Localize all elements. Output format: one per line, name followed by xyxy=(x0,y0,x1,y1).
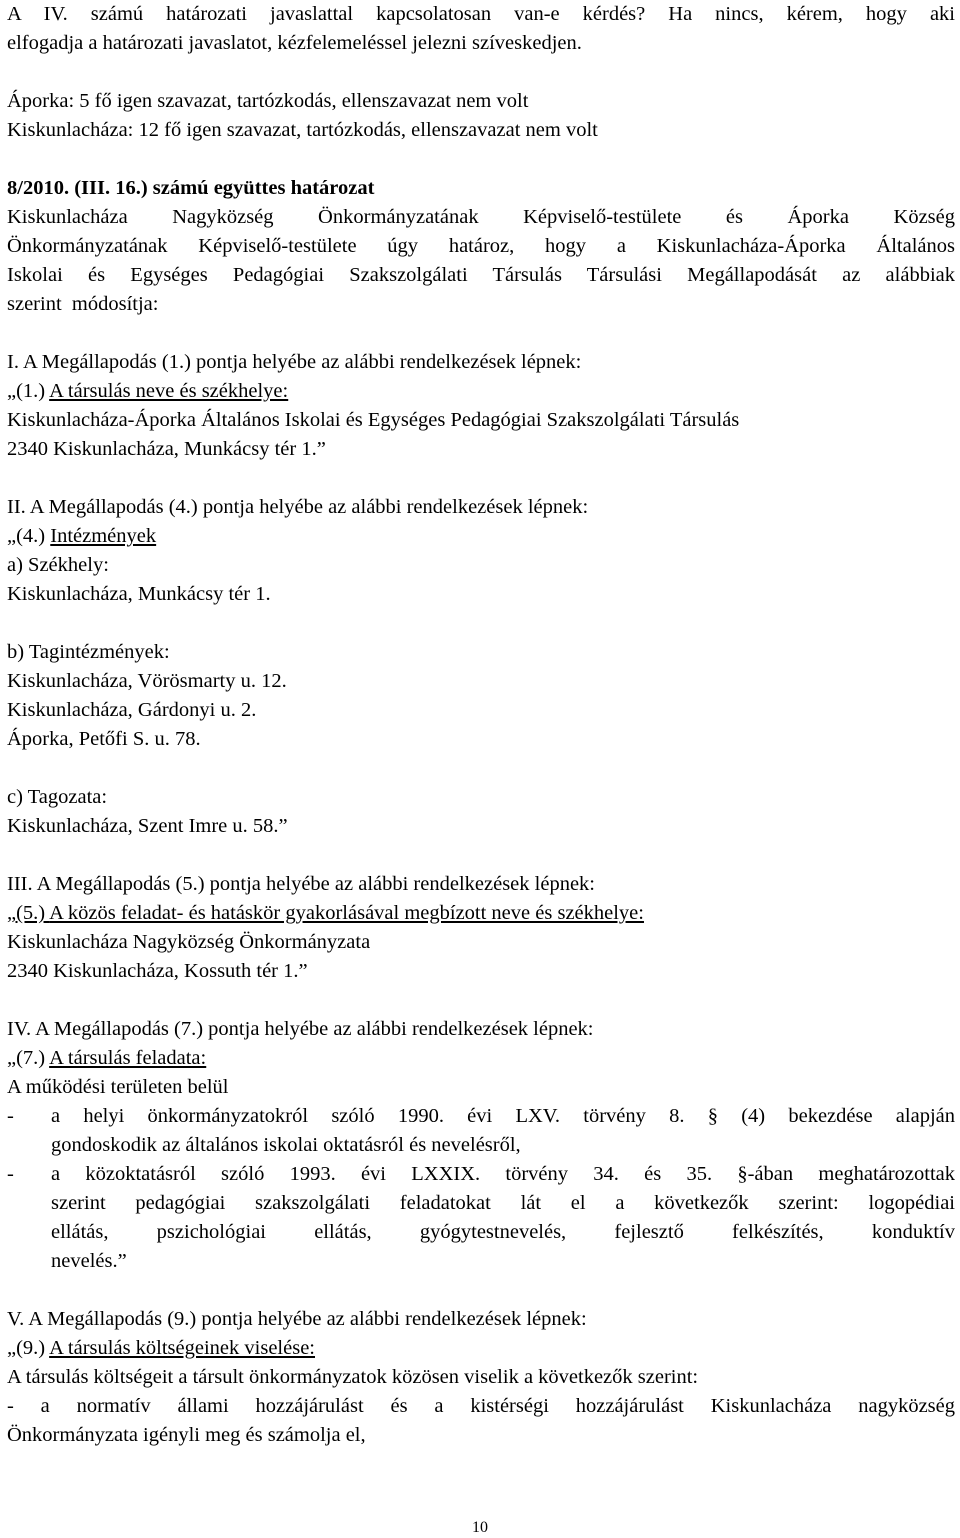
section5-intro: A társulás költségeit a társult önkormányzatok közösen viselik a következők szerint: xyxy=(7,1366,699,1388)
section5-heading: V. A Megállapodás (9.) pontja helyébe az alábbi rendelkezések lépnek: xyxy=(7,1308,587,1330)
resolution-title: 8/2010. (III. 16.) számú együttes határozat xyxy=(7,177,375,199)
section2-heading: II. A Megállapodás (4.) pontja helyébe az alábbi rendelkezések lépnek: xyxy=(7,496,589,518)
section5-quote-title: A társulás költségeinek viselése: xyxy=(49,1337,315,1359)
section4-list-item xyxy=(7,1160,955,1276)
resolution-body-line-4: szerint módosítja: xyxy=(7,293,159,315)
list-item-line: gondoskodik az általános iskolai oktatásról és nevelésről, xyxy=(51,1134,521,1156)
section3-quote-title: A közös feladat- és hatáskör gyakorlásával megbízott neve és székhelye: xyxy=(49,902,644,924)
list-item-line: a közoktatásról szóló 1993. évi LXXIX. törvény 34. és 35. §-ában meghatározottak xyxy=(51,1163,955,1185)
section2-b-item: Kiskunlacháza, Gárdonyi u. 2. xyxy=(7,699,257,721)
section1-address: 2340 Kiskunlacháza, Munkácsy tér 1.” xyxy=(7,438,326,460)
section4-intro: A működési területen belül xyxy=(7,1076,229,1098)
intro-line-1: A IV. számú határozati javaslattal kapcsolatosan van-e kérdés? Ha nincs, kérem, hogy aki xyxy=(7,3,955,25)
resolution-body-line-2: Önkormányzatának Képviselő-testülete úgy határoz, hogy a Kiskunlacháza-Áporka Általános xyxy=(7,235,955,257)
section3-address: 2340 Kiskunlacháza, Kossuth tér 1.” xyxy=(7,960,308,982)
section4-quote-title: A társulás feladata: xyxy=(49,1047,207,1069)
section2-quote xyxy=(7,522,955,551)
section2-a-value: Kiskunlacháza, Munkácsy tér 1. xyxy=(7,583,271,605)
section2-b-label: b) Tagintézmények: xyxy=(7,641,170,663)
section2-b-item: Áporka, Petőfi S. u. 78. xyxy=(7,728,201,750)
resolution-body-line-3: Iskolai és Egységes Pedagógiai Szakszolgálati Társulás Társulási Megállapodását az alábbiak xyxy=(7,264,955,286)
section3-quote-prefix: „(5.) xyxy=(7,902,50,924)
list-item-line: ellátás, pszichológiai ellátás, gyógytestnevelés, fejlesztő felkészítés, konduktív xyxy=(51,1221,955,1243)
resolution-body-line-1: Kiskunlacháza Nagyközség Önkormányzatának Képviselő-testülete és Áporka Község xyxy=(7,206,955,228)
vote-kiskunlachaza: Kiskunlacháza: 12 fő igen szavazat, tartózkodás, ellenszavazat nem volt xyxy=(7,119,598,141)
section3-heading: III. A Megállapodás (5.) pontja helyébe az alábbi rendelkezések lépnek: xyxy=(7,873,595,895)
list-dash: - xyxy=(7,1105,14,1127)
list-item-line: szerint pedagógiai szakszolgálati feladatokat lát el a következők szerint: logopédiai xyxy=(51,1192,955,1214)
section2-quote-title: Intézmények xyxy=(50,525,157,547)
section5-quote xyxy=(7,1334,955,1363)
section4-quote-prefix: „(7.) xyxy=(7,1047,50,1069)
page-number: 10 xyxy=(472,1519,488,1536)
section4-list-item xyxy=(7,1102,955,1160)
section5-item-line-2: Önkormányzata igényli meg és számolja el, xyxy=(7,1424,366,1446)
section4-quote xyxy=(7,1044,955,1073)
section2-c-value: Kiskunlacháza, Szent Imre u. 58.” xyxy=(7,815,288,837)
section2-c-label: c) Tagozata: xyxy=(7,786,108,808)
section1-quote-prefix: „(1.) xyxy=(7,380,50,402)
vote-aporka: Áporka: 5 fő igen szavazat, tartózkodás, ellenszavazat nem volt xyxy=(7,90,529,112)
section2-quote-prefix: „(4.) xyxy=(7,525,51,547)
section2-a-label: a) Székhely: xyxy=(7,554,109,576)
document-page xyxy=(7,0,955,1450)
list-item-line: a helyi önkormányzatokról szóló 1990. évi LXV. törvény 8. § (4) bekezdése alapján xyxy=(51,1105,955,1127)
section1-name: Kiskunlacháza-Áporka Általános Iskolai és Egységes Pedagógiai Szakszolgálati Társulás xyxy=(7,409,740,431)
section1-quote xyxy=(7,377,955,406)
intro-line-2: elfogadja a határozati javaslatot, kézfelemeléssel jelezni szíveskedjen. xyxy=(7,32,582,54)
section3-quote xyxy=(7,899,955,928)
section1-quote-title: A társulás neve és székhelye: xyxy=(49,380,289,402)
list-item-line: nevelés.” xyxy=(51,1250,127,1272)
section2-b-item: Kiskunlacháza, Vörösmarty u. 12. xyxy=(7,670,287,692)
section5-item-line-1: - a normatív állami hozzájárulást és a kistérségi hozzájárulást Kiskunlacháza nagyközség xyxy=(7,1395,955,1417)
list-dash: - xyxy=(7,1163,14,1185)
section4-heading: IV. A Megállapodás (7.) pontja helyébe az alábbi rendelkezések lépnek: xyxy=(7,1018,594,1040)
section5-quote-prefix: „(9.) xyxy=(7,1337,50,1359)
section1-heading: I. A Megállapodás (1.) pontja helyébe az alábbi rendelkezések lépnek: xyxy=(7,351,582,373)
section3-name: Kiskunlacháza Nagyközség Önkormányzata xyxy=(7,931,371,953)
